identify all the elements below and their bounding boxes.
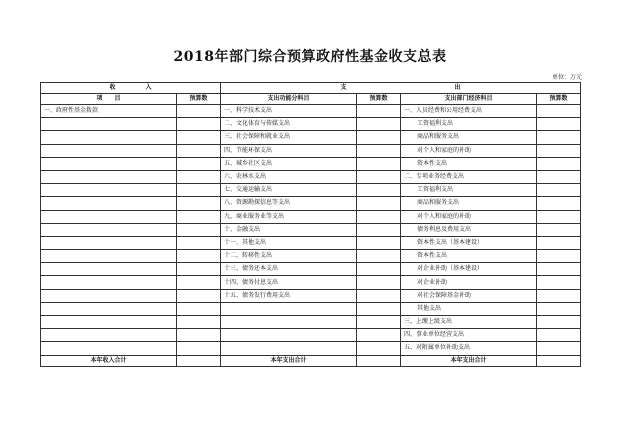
econ-item-cell: 工资福利支出 [401,118,537,131]
income-item-cell [41,236,177,249]
header-row-2 [41,94,581,105]
econ-budget-cell [537,223,581,236]
income-item-cell [41,329,177,342]
income-total-value [177,355,221,366]
income-item-cell [41,223,177,236]
func-item-cell: 十二、转移性支出 [221,250,357,263]
table-row [41,144,581,157]
income-item-cell: 一、政府性基金拨款 [41,105,177,118]
income-budget-cell [177,131,221,144]
func-budget-cell [357,118,401,131]
econ-item-cell: 二、专项业务经费支出 [401,170,537,183]
func-budget-cell [357,289,401,302]
func-budget-cell [357,263,401,276]
income-item-cell [41,263,177,276]
func-budget-cell [357,276,401,289]
func-budget-cell [357,329,401,342]
income-budget-cell [177,289,221,302]
econ-item-cell: 其他支出 [401,302,537,315]
func-item-cell: 十五、债务发行费用支出 [221,289,357,302]
income-budget-cell [177,223,221,236]
income-item-cell [41,157,177,170]
func-item-cell: 二、文化体育与传媒支出 [221,118,357,131]
income-item-cell [41,302,177,315]
econ-item-cell: 对企业补助（基本建设） [401,263,537,276]
col-budget-header: 预算数 [177,94,221,105]
col-item-header: 项 目 [41,94,177,105]
func-item-cell: 七、交通运输支出 [221,184,357,197]
econ-total-value [537,355,581,366]
income-item-cell [41,250,177,263]
econ-item-cell: 四、事业单位经营支出 [401,329,537,342]
func-item-cell: 八、资源勘探信息等支出 [221,197,357,210]
func-total-label: 本年支出合计 [221,355,357,366]
income-item-cell [41,118,177,131]
income-budget-cell [177,276,221,289]
table-row [41,105,581,118]
expense-header: 支 出 [221,83,581,94]
econ-total-label: 本年支出合计 [401,355,537,366]
table-row [41,170,581,183]
income-budget-cell [177,263,221,276]
econ-item-cell: 对个人和家庭的补助 [401,144,537,157]
econ-budget-cell [537,144,581,157]
econ-item-cell: 债务利息及费用支出 [401,223,537,236]
income-budget-cell [177,250,221,263]
table-row [41,263,581,276]
econ-budget-cell [537,276,581,289]
func-budget-cell [357,236,401,249]
income-item-cell [41,276,177,289]
income-budget-cell [177,302,221,315]
income-item-cell [41,170,177,183]
table-row [41,223,581,236]
econ-budget-cell [537,302,581,315]
table-row [41,316,581,329]
unit-label: 单位：万元 [551,74,582,81]
func-budget-cell [357,157,401,170]
col-budget-header: 预算数 [357,94,401,105]
econ-budget-cell [537,289,581,302]
func-budget-cell [357,197,401,210]
func-budget-cell [357,250,401,263]
func-item-cell: 十三、债务还本支出 [221,263,357,276]
econ-item-cell: 对社会保障基金补助 [401,289,537,302]
col-budget-header: 预算数 [537,94,581,105]
econ-budget-cell [537,184,581,197]
col-econ-header: 支出部门经济科目 [401,94,537,105]
econ-budget-cell [537,157,581,170]
table-row [41,302,581,315]
func-item-cell: 五、城乡社区支出 [221,157,357,170]
econ-item-cell: 五、对附属单位补助支出 [401,342,537,355]
income-item-cell [41,289,177,302]
econ-budget-cell [537,316,581,329]
func-budget-cell [357,170,401,183]
econ-item-cell: 商品和服务支出 [401,131,537,144]
econ-budget-cell [537,131,581,144]
func-item-cell: 九、商业服务业等支出 [221,210,357,223]
econ-item-cell: 商品和服务支出 [401,197,537,210]
func-budget-cell [357,342,401,355]
econ-item-cell: 对个人和家庭的补助 [401,210,537,223]
income-budget-cell [177,144,221,157]
income-budget-cell [177,342,221,355]
table-row [41,250,581,263]
income-budget-cell [177,170,221,183]
income-header: 收 入 [41,83,221,94]
func-item-cell: 四、节能环保支出 [221,144,357,157]
func-item-cell: 十、金融支出 [221,223,357,236]
econ-budget-cell [537,105,581,118]
func-budget-cell [357,105,401,118]
income-item-cell [41,210,177,223]
income-budget-cell [177,236,221,249]
econ-budget-cell [537,118,581,131]
table-row [41,289,581,302]
econ-item-cell: 资本性支出 [401,250,537,263]
totals-row [41,355,581,366]
table-row [41,342,581,355]
func-budget-cell [357,184,401,197]
budget-table [40,82,581,367]
func-budget-cell [357,131,401,144]
income-item-cell [41,131,177,144]
func-item-cell [221,316,357,329]
income-budget-cell [177,105,221,118]
income-budget-cell [177,118,221,131]
func-item-cell [221,302,357,315]
income-budget-cell [177,329,221,342]
table-row [41,131,581,144]
table-row [41,184,581,197]
income-item-cell [41,342,177,355]
econ-budget-cell [537,250,581,263]
econ-budget-cell [537,263,581,276]
econ-budget-cell [537,197,581,210]
table-row [41,197,581,210]
econ-item-cell: 资本性支出（基本建设） [401,236,537,249]
income-budget-cell [177,316,221,329]
income-item-cell [41,197,177,210]
econ-budget-cell [537,236,581,249]
header-row-1 [41,83,581,94]
func-item-cell: 一、科学技术支出 [221,105,357,118]
col-func-header: 支出功能分科目 [221,94,357,105]
func-item-cell: 十一、其他支出 [221,236,357,249]
func-budget-cell [357,210,401,223]
income-budget-cell [177,210,221,223]
func-item-cell: 六、农林水支出 [221,170,357,183]
page-title: 2018年部门综合预算政府性基金收支总表 [173,49,447,65]
income-item-cell [41,144,177,157]
table-row [41,118,581,131]
econ-budget-cell [537,170,581,183]
econ-budget-cell [537,342,581,355]
func-budget-cell [357,144,401,157]
income-budget-cell [177,197,221,210]
econ-budget-cell [537,329,581,342]
income-item-cell [41,316,177,329]
table-row [41,157,581,170]
econ-item-cell: 三、上缴上级支出 [401,316,537,329]
func-budget-cell [357,316,401,329]
func-item-cell [221,342,357,355]
income-item-cell [41,184,177,197]
econ-item-cell: 对企业补助 [401,276,537,289]
func-item-cell: 十四、债务付息支出 [221,276,357,289]
econ-budget-cell [537,210,581,223]
func-item-cell: 三、社会保障和就业支出 [221,131,357,144]
table-row [41,210,581,223]
func-item-cell [221,329,357,342]
income-total-label: 本年收入合计 [41,355,177,366]
econ-item-cell: 一、人员经费和公用经费支出 [401,105,537,118]
func-budget-cell [357,223,401,236]
func-total-value [357,355,401,366]
econ-item-cell: 工资福利支出 [401,184,537,197]
table-row [41,236,581,249]
income-budget-cell [177,157,221,170]
income-budget-cell [177,184,221,197]
func-budget-cell [357,302,401,315]
table-row [41,276,581,289]
econ-item-cell: 资本性支出 [401,157,537,170]
table-row [41,329,581,342]
